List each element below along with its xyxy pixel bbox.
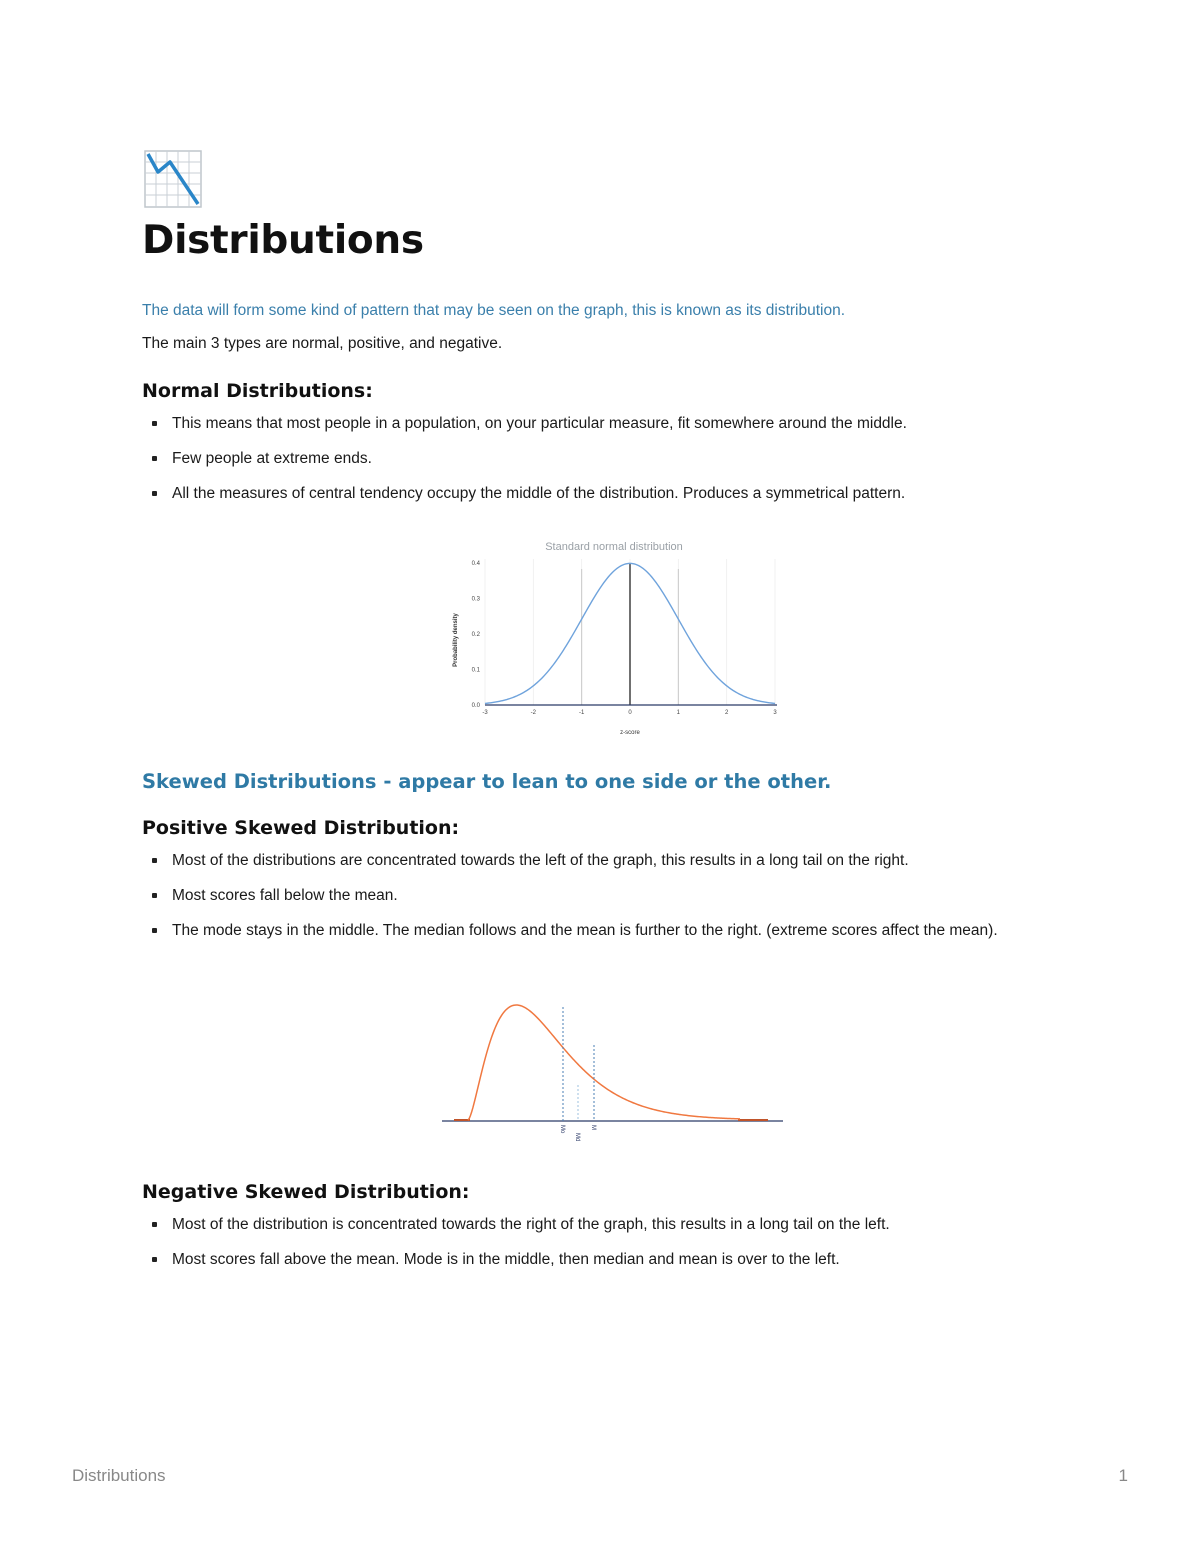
y-tick-label: 0.2 [471,632,480,638]
list-item: Most of the distribution is concentrated towards the right of the graph, this results in a long tail on the left. [142,1215,1102,1234]
positive-heading: Positive Skewed Distribution: [142,817,460,839]
negative-bullet-list [142,1215,1102,1269]
y-tick-label: 0.4 [471,561,480,567]
bullet-icon [152,491,157,496]
skewed-curve [468,1005,740,1120]
bullet-icon [152,421,157,426]
y-axis-label: Probability density [453,613,459,667]
y-tick-label: 0.0 [471,703,480,709]
mean-marker: M [590,1125,596,1130]
page-title: Distributions [142,218,424,263]
x-tick-label: -1 [578,710,585,716]
y-tick-label: 0.1 [471,667,480,674]
list-item: Most scores fall below the mean. [142,886,1102,905]
bullet-icon [152,456,157,461]
list-item: All the measures of central tendency occupy the middle of the distribution. Produces a symmetrical pattern. [142,484,1102,503]
x-axis-label: z-score [620,730,640,736]
negative-heading: Negative Skewed Distribution: [142,1181,470,1203]
types-line: The main 3 types are normal, positive, and negative. [142,335,503,352]
x-tick-label: 2 [724,710,729,716]
x-tick-label: -2 [530,710,537,716]
list-item: Most scores fall above the mean. Mode is in the middle, then median and mean is over to the left. [142,1250,1102,1269]
list-item: This means that most people in a population, on your particular measure, fit somewhere around the middle. [142,414,1102,433]
intro-text: The data will form some kind of pattern that may be seen on the graph, this is known as its distribution. [142,302,846,319]
y-tick-label: 0.3 [471,596,480,603]
x-tick-label: -3 [482,710,488,716]
footer-title: Distributions [72,1466,166,1485]
mode-marker: Mo [559,1125,565,1134]
list-item: Few people at extreme ends. [142,449,1102,468]
positive-bullet-list [142,851,1102,940]
bullet-icon [152,858,157,863]
positive-skew-chart [440,995,785,1155]
median-marker: Md [574,1133,580,1142]
skewed-heading: Skewed Distributions - appear to lean to one side or the other. [142,770,832,793]
bullet-icon [152,1222,157,1227]
normal-bullet-list [142,414,1102,503]
normal-distribution-chart [440,535,785,740]
chart-title: Standard normal distribution [545,541,683,553]
x-tick-label: 0 [628,710,632,716]
list-item: Most of the distributions are concentrated towards the left of the graph, this results in a long tail on the right. [142,851,1102,870]
bullet-icon [152,1257,157,1262]
list-item: The mode stays in the middle. The median follows and the mean is further to the right. (extreme scores affect the mean). [142,921,1102,940]
bullet-icon [152,928,157,933]
bullet-icon [152,893,157,898]
chart-decreasing-icon [144,150,202,208]
x-tick-label: 1 [676,710,681,716]
page-number: 1 [1118,1466,1128,1485]
normal-heading: Normal Distributions: [142,380,373,402]
x-tick-label: 3 [773,710,777,716]
